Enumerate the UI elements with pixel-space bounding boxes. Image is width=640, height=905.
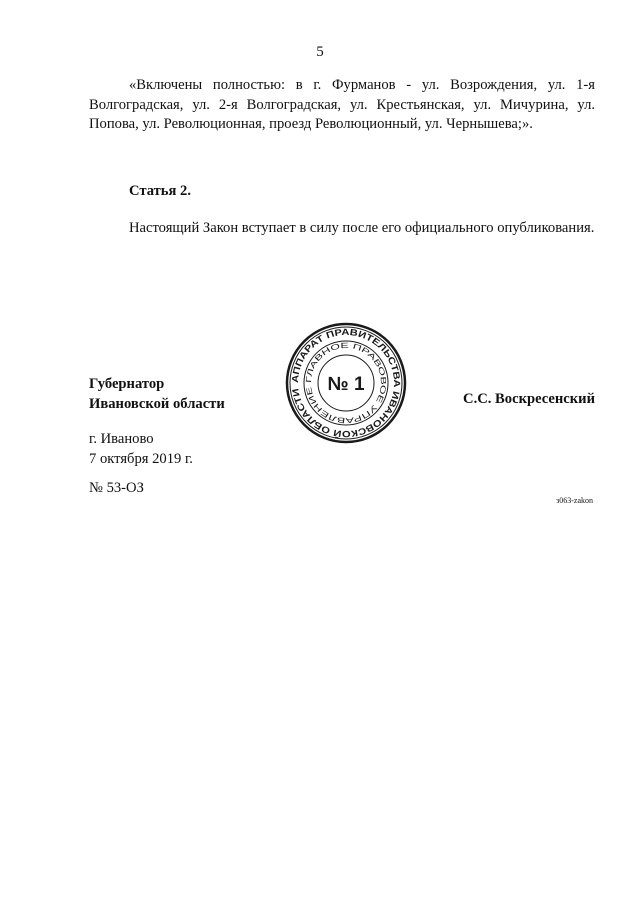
law-number: № 53-ОЗ [89,480,144,496]
place-date-block [89,430,193,469]
page-number: 5 [316,44,324,60]
seal-center-text: № 1 [327,374,365,395]
seal-inner-text: ГЛАВНОЕ ПРАВОВОЕ УПРАВЛЕНИЕ [303,340,389,426]
article-heading: Статья 2. [129,183,191,199]
amendment-paragraph: «Включены полностью: в г. Фурманов - ул. Возрождения, ул. 1-я Волгоградская, ул. 2-я Волгоградская, ул. Крестьянская, ул. Мичурина, ул. Попова, ул. Революционная, проезд Революционный, ул. Чернышева;». [89,77,595,132]
official-seal [284,321,408,445]
file-code: з063-zakon [556,496,593,505]
place: г. Иваново [89,431,154,447]
signatory-title-line1: Губернатор [89,376,165,392]
date: 7 октября 2019 г. [89,450,193,467]
signatory-title-line2: Ивановской области [89,395,225,412]
signatory-title [89,375,225,414]
seal-outer-text: АППАРАТ ПРАВИТЕЛЬСТВА ИВАНОВСКОЙ ОБЛАСТИ [289,326,403,440]
article-text: Настоящий Закон вступает в силу после его официального опубликования. [129,220,595,236]
signatory-name: С.С. Воскресенский [463,391,595,407]
